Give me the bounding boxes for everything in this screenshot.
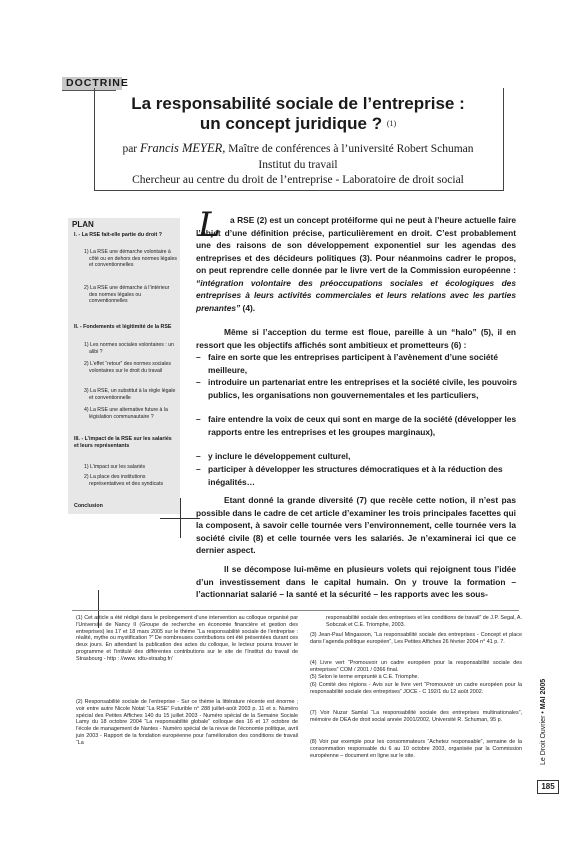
plan-item: 4) La RSE une alternative future à la législation communautaire ?: [84, 407, 168, 420]
bullet-item: [196, 413, 526, 438]
author-role: Maître de conférences à l’université Robert Schuman: [228, 143, 474, 155]
bullet-item: [196, 463, 526, 488]
plan-item: 3) La RSE, un substitut à la règle légale et conventionnelle: [84, 388, 176, 401]
bullet-mark: –: [196, 377, 201, 387]
plan-conclusion: Conclusion: [74, 503, 103, 509]
plan-title: PLAN: [72, 220, 94, 229]
footnote-7: (7) Voir Nuzar Samlal “La responsabilité sociale des entreprises multinationales”, mémoire de DEA de droit social année 2001/2002, Université R. Schuman, 95 p.: [310, 710, 522, 723]
rubric-label: DOCTRINE: [62, 77, 122, 90]
bullet-mark: –: [196, 464, 201, 474]
paragraph-1: [196, 214, 516, 314]
bullet-item: [196, 376, 526, 401]
paragraph-3: Etant donné la grande diversité (7) que recèle cette notion, il n’est pas possible dans le cadre de cet article d’examiner les trois principales facettes qui la composent, à savoir celle tournée vers l’environnement, celle tournée vers la société civile (8) et celle tournée vers les salariés. Je n’examinerai ici que ce dernier aspect.: [196, 495, 516, 555]
bullet-mark: –: [196, 352, 201, 362]
plan-item: 2) La place des institutions représentatives et des syndicats: [84, 474, 164, 487]
issue-date: MAI 2005: [540, 678, 547, 710]
title-line-1: La responsabilité sociale de l’entreprise :: [131, 94, 465, 113]
bullet-item: [196, 450, 526, 463]
paragraph-1-quote: “intégration volontaire des préoccupations sociales et écologiques des entreprises à leurs activités commerciales et leurs relations avec les parties prenantes”: [196, 277, 516, 313]
bullet-text: introduire un partenariat entre les entreprises et la société civile, les pouvoirs publics, les organisations non gouvernementales et les particuliers,: [208, 377, 518, 400]
paragraph-1-end: (4).: [240, 302, 256, 313]
bullet-text: y inclure le développement culturel,: [208, 451, 351, 461]
plan-item: 2) La RSE une démarche à l’intérieur des normes légales ou conventionnelles: [84, 285, 170, 305]
folio-separator: •: [540, 711, 547, 714]
plan-item: 1) La RSE une démarche volontaire à côté ou en dehors des normes légales et conventionnelles: [84, 249, 177, 269]
footnote-rule: [72, 610, 519, 611]
drop-cap: L: [198, 205, 221, 245]
footnote-5: (5) Selon le terme emprunté à C.E. Triomphe.: [310, 674, 420, 680]
footnote-2: (2) Responsabilité sociale de l’entreprise - Sur ce thème la littérature récente est énorme ; voir entre autre Nicole Notat “La RSE” Futurible n° 288 juillet-août 2003 p. 11 et s. Numéro spécial des Petites Affiches 140 du 15 juillet 2003 - Numéro spécial de la Semaine Sociale Lamy du 18 octobre 2004 “La responsabilité globale” colloque des 16 et 17 octobre de l’école de management de Nantes - Numéro spécial de la revue de l’économie politique, avril juin 2003 - Rapport de la fondation européenne pour l’amélioration des conditions de travail “La: [76, 699, 298, 746]
author-line-1: [94, 141, 502, 158]
footnote-1: (1) Cet article a été rédigé dans le prolongement d’une intervention au colloque organisé par l’Université de Nancy II (Groupe de recherche en économie financière et gestion des entreprises) les 17 et 18 mars 2005 sur le thème “La responsabilité sociale de l’entreprise : réalité, mythe ou mystification ?” De nombreuses contributions ont été présentées durant ces deux jours. En attendant la publication des actes du colloque, le lecteur pourra trouver le programme et l’intitulé des différentes contributions sur le site de l’Institut du travail de Strasbourg - http : //www. idtu-strasbg.fr/: [76, 615, 298, 662]
plan-item: 1) L’impact sur les salariés: [84, 464, 146, 470]
bullet-mark: –: [196, 451, 201, 461]
plan-item: 1) Les normes sociales volontaires : un alibi ?: [84, 342, 174, 355]
author-line-2: Institut du travail: [258, 158, 338, 171]
plan-section-1-heading: I. - La RSE fait-elle partie du droit ?: [74, 232, 162, 238]
footnote-8: (8) Voir par exemple pour les consommateurs “Achetez responsable”, semaine de la consommation responsable du 6 au 10 octobre 2003, organisée par la Commission européenne – document en ligne sur le site.: [310, 739, 522, 759]
article-title: [94, 94, 502, 134]
plan-section-3-heading: III. - L’impact de la RSE sur les salariés et leurs représentants: [74, 436, 172, 449]
author-name: Francis MEYER,: [140, 141, 226, 155]
footnote-6: (6) Comité des régions - Avis sur le livre vert “Promouvoir un cadre européen pour la responsabilité sociale des entreprises” JOCE - C 192/1 du 12 août 2002.: [310, 682, 522, 695]
author-prefix: par: [122, 143, 138, 155]
footnote-3: (3) Jean-Paul Mingasson, “La responsabilité sociale des entreprises - Concept et place dans l’agenda politique européen”, Les Petites Affiches 26 février 2004 n° 41 p. 7.: [310, 632, 522, 645]
plan-item: 2) L’effet “retour” des normes sociales volontaires sur le droit du travail: [84, 361, 171, 374]
paragraph-1-text: a RSE (2) est un concept protéiforme qui ne peut à l’heure actuelle faire l’objet d’une définition précise, particulièrement en droit. C’est probablement une des raisons de son développement exponentiel sur les agendas des entreprises et des décideurs politiques (3). Pour néanmoins cadrer le propos, on peut reprendre celle donnée par le livre vert de la Commission européenne :: [196, 215, 516, 275]
bullet-text: participer à développer les structures démocratiques et à la réduction des inégalités…: [208, 464, 503, 487]
folio-vertical: [540, 645, 547, 765]
bullet-item: [196, 351, 526, 376]
bullet-text: faire entendre la voix de ceux qui sont en marge de la société (développer les rapports entre les entreprises et les groupes marginaux),: [208, 414, 517, 437]
author-block: [94, 141, 502, 189]
plan-section-2-heading: II. - Fondements et légitimité de la RSE: [74, 324, 172, 330]
paragraph-2: Même si l’acception du terme est floue, pareille à un “halo” (5), il en ressort que les objectifs affichés sont ambitieux et prometteurs (6) :: [196, 327, 516, 350]
bullet-mark: –: [196, 414, 201, 424]
crop-mark: [160, 518, 200, 519]
paragraph-4: Il se décompose lui-même en plusieurs volets qui rejoignent tous l’idée d’un investissement dans le capital humain. On y trouve la formation – l’actionnariat salarié – la santé et la sécurité – les rapports avec les sous-: [196, 564, 516, 599]
author-line-3: Chercheur au centre du droit de l’entreprise - Laboratoire de droit social: [132, 174, 464, 186]
title-line-2-text: un concept juridique ?: [199, 114, 383, 133]
title-footnote-ref: (1): [386, 119, 397, 128]
publication-name: Le Droit Ouvrier: [540, 715, 547, 765]
title-line-2: [94, 114, 502, 134]
footnote-4: (4) Livre vert “Promouvoir un cadre européen pour la responsabilité sociale des entreprises” COM / 2001 / 0366 final.: [310, 660, 522, 673]
bullet-text: faire en sorte que les entreprises participent à l’avènement d’une société meilleure,: [208, 352, 498, 375]
page-number: 185: [537, 780, 559, 794]
footnote-2-continued: responsabilité sociale des entreprises et les conditions de travail” de J.P. Segal, A. Sobczak et C.E. Triomphe, 2003.: [326, 615, 522, 628]
